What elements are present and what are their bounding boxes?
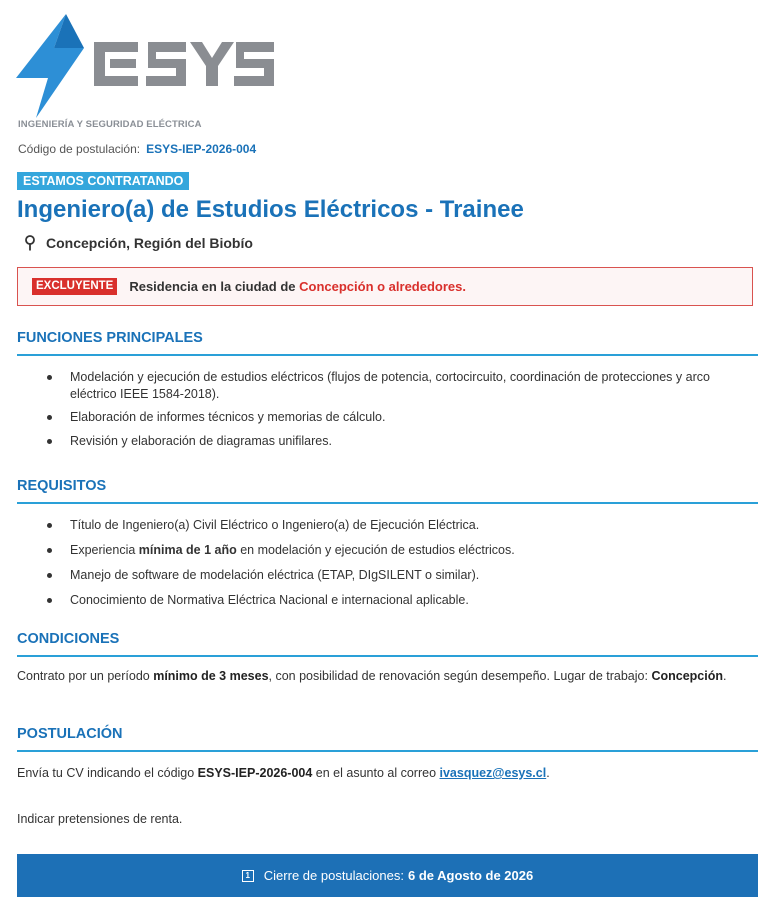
list-item: Manejo de software de modelación eléctrica (ETAP, DIgSILENT o similar). bbox=[17, 567, 758, 584]
info-icon: 1 bbox=[242, 870, 254, 882]
email-link[interactable]: ivasquez@esys.cl bbox=[439, 766, 547, 780]
text-segment: . bbox=[546, 766, 550, 780]
deadline-label: Cierre de postulaciones: bbox=[263, 868, 404, 883]
job-location bbox=[24, 235, 253, 251]
text-segment: en el asunto al correo bbox=[312, 766, 440, 780]
emphasis: Concepción bbox=[651, 669, 723, 683]
deadline-banner bbox=[17, 854, 758, 897]
text-segment: Contrato por un período bbox=[17, 669, 154, 683]
section-heading-condiciones: CONDICIONES bbox=[17, 631, 758, 657]
text-segment: . bbox=[722, 669, 727, 683]
list-item: Modelación y ejecución de estudios eléctricos (flujos de potencia, cortocircuito, coordinación de protecciones y arco eléctrico IEEE 1584-2018). bbox=[17, 369, 758, 403]
deadline-date: 6 de Agosto de 2026 bbox=[407, 868, 534, 883]
postulacion-text bbox=[17, 764, 758, 782]
section-funciones bbox=[17, 330, 758, 450]
section-condiciones bbox=[17, 631, 758, 685]
emphasis: mínima de 1 año bbox=[138, 543, 237, 557]
text-segment: Envía tu CV indicando el código bbox=[17, 766, 198, 780]
esys-logo bbox=[14, 14, 276, 118]
emphasis: ESYS-IEP-2026-004 bbox=[197, 766, 313, 780]
section-postulacion bbox=[17, 726, 758, 828]
salary-note: Indicar pretensiones de renta. bbox=[17, 812, 183, 826]
funciones-list bbox=[17, 369, 758, 450]
condiciones-text bbox=[17, 667, 758, 685]
text-segment: , con posibilidad de renovación según desempeño. Lugar de trabajo: bbox=[268, 669, 652, 683]
list-item: Título de Ingeniero(a) Civil Eléctrico o Ingeniero(a) de Ejecución Eléctrica. bbox=[17, 517, 758, 534]
posting-code-label: Código de postulación: bbox=[18, 142, 141, 156]
list-item bbox=[17, 542, 758, 559]
requirement-alert bbox=[17, 267, 753, 306]
section-heading-requisitos: REQUISITOS bbox=[17, 478, 758, 504]
alert-text: Residencia en la ciudad de bbox=[129, 279, 300, 294]
text-segment: en modelación y ejecución de estudios eléctricos. bbox=[236, 543, 515, 557]
posting-code-line bbox=[18, 142, 256, 156]
requisitos-list bbox=[17, 517, 758, 609]
list-item: Revisión y elaboración de diagramas unifilares. bbox=[17, 433, 758, 450]
text-segment: Experiencia bbox=[70, 543, 139, 557]
list-item: Elaboración de informes técnicos y memorias de cálculo. bbox=[17, 409, 758, 426]
hiring-badge: ESTAMOS CONTRATANDO bbox=[17, 172, 189, 190]
job-title: Ingeniero(a) de Estudios Eléctricos - Trainee bbox=[17, 196, 524, 223]
posting-code: ESYS-IEP-2026-004 bbox=[146, 142, 257, 156]
location-text: Concepción, Región del Biobío bbox=[46, 235, 253, 251]
section-requisitos bbox=[17, 478, 758, 609]
excluyente-badge: EXCLUYENTE bbox=[32, 278, 117, 295]
emphasis: mínimo de 3 meses bbox=[153, 669, 269, 683]
list-item: Conocimiento de Normativa Eléctrica Nacional e internacional aplicable. bbox=[17, 592, 758, 609]
company-tagline: INGENIERÍA Y SEGURIDAD ELÉCTRICA bbox=[18, 119, 202, 130]
map-pin-icon bbox=[24, 235, 36, 251]
alert-highlight: Concepción o alrededores. bbox=[299, 279, 466, 294]
section-heading-funciones: FUNCIONES PRINCIPALES bbox=[17, 330, 758, 356]
section-heading-postulacion: POSTULACIÓN bbox=[17, 726, 758, 752]
